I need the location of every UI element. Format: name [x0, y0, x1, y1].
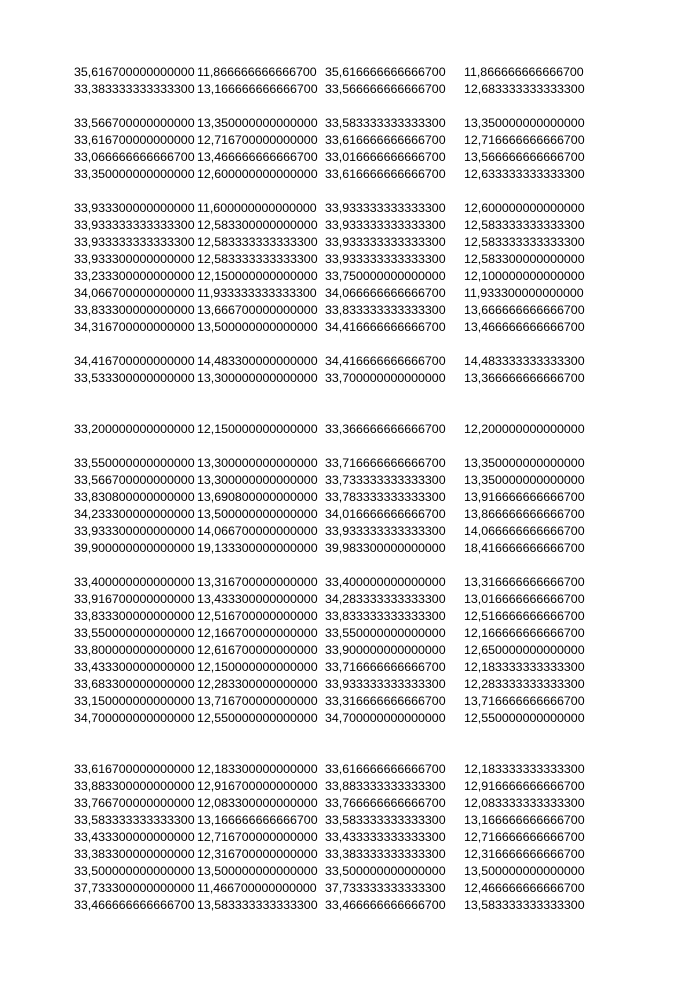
table-cell-col-4: 11,866666666666700	[464, 65, 584, 79]
table-row	[74, 489, 594, 506]
table-row	[74, 659, 594, 676]
table-row	[74, 693, 594, 710]
table-cell-col-1: 33,933333333333300	[74, 218, 195, 232]
table-cell-col-3: 33,366666666666700	[325, 422, 446, 436]
table-row	[74, 761, 594, 778]
table-cell-col-1: 33,200000000000000	[74, 422, 195, 436]
table-cell-col-4: 13,500000000000000	[464, 864, 585, 878]
table-cell-col-3: 34,416666666666700	[325, 320, 446, 334]
table-row	[74, 710, 594, 727]
table-cell-col-1: 35,616700000000000	[74, 65, 195, 79]
table-cell-col-3: 33,700000000000000	[325, 371, 446, 385]
table-cell-col-3: 33,583333333333300	[325, 813, 446, 827]
table-cell-col-2: 12,616700000000000	[197, 643, 318, 657]
table-cell-col-3: 34,283333333333300	[325, 592, 446, 606]
table-cell-col-4: 12,283333333333300	[464, 677, 585, 691]
table-cell-col-2: 11,866666666666700	[197, 65, 317, 79]
table-cell-col-4: 12,916666666666700	[464, 779, 585, 793]
table-cell-col-2: 13,500000000000000	[197, 320, 318, 334]
blank-row	[74, 744, 594, 761]
table-row	[74, 132, 594, 149]
table-cell-col-2: 12,150000000000000	[197, 269, 318, 283]
table-cell-col-3: 33,883333333333300	[325, 779, 446, 793]
table-cell-col-3: 33,766666666666700	[325, 796, 446, 810]
table-cell-col-2: 13,716700000000000	[197, 694, 318, 708]
table-cell-col-2: 12,516700000000000	[197, 609, 318, 623]
table-cell-col-4: 12,550000000000000	[464, 711, 585, 725]
table-cell-col-3: 33,016666666666700	[325, 150, 446, 164]
table-cell-col-3: 34,016666666666700	[325, 507, 446, 521]
table-cell-col-4: 13,666666666666700	[464, 303, 585, 317]
table-cell-col-2: 19,133300000000000	[197, 541, 318, 555]
table-cell-col-3: 33,716666666666700	[325, 456, 446, 470]
table-cell-col-2: 13,690800000000000	[197, 490, 318, 504]
table-cell-col-4: 12,650000000000000	[464, 643, 585, 657]
table-cell-col-2: 12,550000000000000	[197, 711, 318, 725]
table-cell-col-3: 33,566666666666700	[325, 82, 446, 96]
table-cell-col-2: 13,166666666666700	[197, 813, 318, 827]
blank-row	[74, 557, 594, 574]
table-cell-col-2: 12,916700000000000	[197, 779, 318, 793]
table-row	[74, 234, 594, 251]
table-cell-col-1: 34,700000000000000	[74, 711, 195, 725]
table-cell-col-2: 11,600000000000000	[197, 201, 317, 215]
table-cell-col-3: 34,416666666666700	[325, 354, 446, 368]
table-cell-col-1: 34,233300000000000	[74, 507, 195, 521]
table-cell-col-2: 12,583300000000000	[197, 218, 318, 232]
table-cell-col-3: 33,933333333333300	[325, 235, 446, 249]
table-cell-col-2: 13,583333333333300	[197, 898, 318, 912]
table-cell-col-2: 13,500000000000000	[197, 507, 318, 521]
table-cell-col-2: 12,316700000000000	[197, 847, 318, 861]
table-cell-col-1: 39,900000000000000	[74, 541, 195, 555]
table-cell-col-4: 12,316666666666700	[464, 847, 585, 861]
table-cell-col-1: 33,533300000000000	[74, 371, 195, 385]
table-cell-col-2: 11,466700000000000	[197, 881, 317, 895]
table-cell-col-4: 12,716666666666700	[464, 133, 585, 147]
blank-row	[74, 387, 594, 404]
table-cell-col-1: 33,550000000000000	[74, 626, 195, 640]
table-row	[74, 472, 594, 489]
table-cell-col-3: 39,983300000000000	[325, 541, 446, 555]
blank-row	[74, 98, 594, 115]
table-row	[74, 540, 594, 557]
table-cell-col-2: 13,433300000000000	[197, 592, 318, 606]
table-cell-col-1: 33,566700000000000	[74, 116, 195, 130]
table-row	[74, 574, 594, 591]
table-cell-col-4: 12,183333333333300	[464, 660, 585, 674]
table-cell-col-3: 33,750000000000000	[325, 269, 446, 283]
table-cell-col-4: 13,566666666666700	[464, 150, 585, 164]
table-cell-col-1: 33,933300000000000	[74, 252, 195, 266]
table-cell-col-3: 37,733333333333300	[325, 881, 446, 895]
table-cell-col-2: 13,666700000000000	[197, 303, 318, 317]
table-row	[74, 897, 594, 914]
table-cell-col-4: 12,466666666666700	[464, 881, 585, 895]
table-cell-col-3: 33,550000000000000	[325, 626, 446, 640]
table-cell-col-2: 12,583333333333300	[197, 235, 318, 249]
table-cell-col-1: 33,583333333333300	[74, 813, 195, 827]
table-cell-col-2: 12,083300000000000	[197, 796, 318, 810]
table-cell-col-1: 33,400000000000000	[74, 575, 195, 589]
table-row	[74, 115, 594, 132]
table-cell-col-1: 33,550000000000000	[74, 456, 195, 470]
table-cell-col-3: 34,700000000000000	[325, 711, 446, 725]
table-cell-col-4: 13,916666666666700	[464, 490, 585, 504]
table-cell-col-2: 12,716700000000000	[197, 133, 318, 147]
table-cell-col-3: 35,616666666666700	[325, 65, 446, 79]
table-cell-col-4: 13,350000000000000	[464, 456, 585, 470]
table-cell-col-3: 33,733333333333300	[325, 473, 446, 487]
table-row	[74, 829, 594, 846]
table-cell-col-3: 33,933333333333300	[325, 677, 446, 691]
table-row	[74, 863, 594, 880]
table-cell-col-1: 33,616700000000000	[74, 133, 195, 147]
table-cell-col-4: 12,183333333333300	[464, 762, 585, 776]
table-cell-col-2: 11,933333333333300	[197, 286, 317, 300]
table-cell-col-2: 13,166666666666700	[197, 82, 318, 96]
table-cell-col-4: 13,316666666666700	[464, 575, 585, 589]
table-cell-col-3: 33,900000000000000	[325, 643, 446, 657]
table-cell-col-2: 12,600000000000000	[197, 167, 318, 181]
table-cell-col-2: 14,066700000000000	[197, 524, 318, 538]
table-cell-col-2: 12,183300000000000	[197, 762, 318, 776]
table-row	[74, 778, 594, 795]
table-row	[74, 642, 594, 659]
table-cell-col-4: 14,066666666666700	[464, 524, 585, 538]
table-row	[74, 149, 594, 166]
table-row	[74, 268, 594, 285]
table-cell-col-3: 33,833333333333300	[325, 303, 446, 317]
table-cell-col-4: 11,933300000000000	[464, 286, 584, 300]
table-row	[74, 217, 594, 234]
table-cell-col-4: 13,583333333333300	[464, 898, 585, 912]
table-cell-col-2: 13,350000000000000	[197, 116, 318, 130]
table-row	[74, 81, 594, 98]
table-cell-col-1: 33,916700000000000	[74, 592, 195, 606]
table-row	[74, 370, 594, 387]
table-cell-col-4: 14,483333333333300	[464, 354, 585, 368]
table-cell-col-3: 33,716666666666700	[325, 660, 446, 674]
table-cell-col-4: 12,083333333333300	[464, 796, 585, 810]
table-cell-col-3: 33,933333333333300	[325, 524, 446, 538]
table-row	[74, 166, 594, 183]
table-row	[74, 64, 594, 81]
table-cell-col-3: 33,616666666666700	[325, 133, 446, 147]
table-cell-col-1: 33,683300000000000	[74, 677, 195, 691]
table-row	[74, 795, 594, 812]
table-cell-col-2: 14,483300000000000	[197, 354, 318, 368]
table-row	[74, 506, 594, 523]
table-row	[74, 455, 594, 472]
table-cell-col-3: 33,316666666666700	[325, 694, 446, 708]
table-cell-col-4: 12,716666666666700	[464, 830, 585, 844]
table-cell-col-2: 12,283300000000000	[197, 677, 318, 691]
table-cell-col-2: 12,583333333333300	[197, 252, 318, 266]
table-cell-col-3: 33,933333333333300	[325, 252, 446, 266]
table-row	[74, 319, 594, 336]
table-cell-col-1: 33,830800000000000	[74, 490, 195, 504]
table-cell-col-3: 34,066666666666700	[325, 286, 446, 300]
table-cell-col-3: 33,616666666666700	[325, 167, 446, 181]
table-cell-col-4: 12,200000000000000	[464, 422, 585, 436]
table-cell-col-2: 13,300000000000000	[197, 473, 318, 487]
table-cell-col-2: 13,300000000000000	[197, 456, 318, 470]
table-cell-col-1: 33,350000000000000	[74, 167, 195, 181]
table-cell-col-1: 33,066666666666700	[74, 150, 195, 164]
table-cell-col-3: 33,933333333333300	[325, 201, 446, 215]
table-cell-col-3: 33,616666666666700	[325, 762, 446, 776]
table-cell-col-4: 13,716666666666700	[464, 694, 585, 708]
table-cell-col-4: 12,583333333333300	[464, 218, 585, 232]
table-cell-col-1: 33,883300000000000	[74, 779, 195, 793]
table-cell-col-2: 12,150000000000000	[197, 422, 318, 436]
table-cell-col-1: 33,566700000000000	[74, 473, 195, 487]
table-cell-col-3: 33,833333333333300	[325, 609, 446, 623]
table-cell-col-1: 33,433300000000000	[74, 660, 195, 674]
table-cell-col-4: 13,350000000000000	[464, 473, 585, 487]
table-row	[74, 812, 594, 829]
table-row	[74, 523, 594, 540]
table-cell-col-1: 33,383333333333300	[74, 82, 195, 96]
table-cell-col-4: 12,516666666666700	[464, 609, 585, 623]
table-cell-col-2: 13,316700000000000	[197, 575, 318, 589]
table-cell-col-1: 33,833300000000000	[74, 303, 195, 317]
table-cell-col-1: 33,383300000000000	[74, 847, 195, 861]
table-cell-col-4: 12,583300000000000	[464, 252, 585, 266]
table-row	[74, 846, 594, 863]
table-cell-col-1: 33,833300000000000	[74, 609, 195, 623]
table-cell-col-2: 12,166700000000000	[197, 626, 318, 640]
table-cell-col-3: 33,433333333333300	[325, 830, 446, 844]
table-cell-col-3: 33,500000000000000	[325, 864, 446, 878]
table-cell-col-2: 13,466666666666700	[197, 150, 318, 164]
table-cell-col-1: 37,733300000000000	[74, 881, 195, 895]
table-cell-col-2: 13,500000000000000	[197, 864, 318, 878]
blank-row	[74, 438, 594, 455]
table-cell-col-4: 13,866666666666700	[464, 507, 585, 521]
table-row	[74, 676, 594, 693]
table-cell-col-1: 34,316700000000000	[74, 320, 195, 334]
table-cell-col-1: 34,416700000000000	[74, 354, 195, 368]
table-row	[74, 608, 594, 625]
table-cell-col-4: 13,466666666666700	[464, 320, 585, 334]
table-cell-col-4: 12,166666666666700	[464, 626, 585, 640]
blank-row	[74, 183, 594, 200]
table-cell-col-2: 13,300000000000000	[197, 371, 318, 385]
table-row	[74, 591, 594, 608]
table-cell-col-1: 33,433300000000000	[74, 830, 195, 844]
table-row	[74, 353, 594, 370]
table-cell-col-2: 12,716700000000000	[197, 830, 318, 844]
table-cell-col-3: 33,400000000000000	[325, 575, 446, 589]
table-row	[74, 625, 594, 642]
table-cell-col-1: 33,500000000000000	[74, 864, 195, 878]
table-cell-col-4: 12,100000000000000	[464, 269, 585, 283]
blank-row	[74, 727, 594, 744]
table-cell-col-3: 33,583333333333300	[325, 116, 446, 130]
table-cell-col-1: 33,933333333333300	[74, 235, 195, 249]
table-cell-col-4: 12,683333333333300	[464, 82, 585, 96]
table-cell-col-1: 33,466666666666700	[74, 898, 195, 912]
table-row	[74, 200, 594, 217]
blank-row	[74, 336, 594, 353]
table-cell-col-1: 33,150000000000000	[74, 694, 195, 708]
table-row	[74, 302, 594, 319]
table-cell-col-4: 13,016666666666700	[464, 592, 585, 606]
table-row	[74, 880, 594, 897]
table-cell-col-4: 13,166666666666700	[464, 813, 585, 827]
table-cell-col-4: 18,416666666666700	[464, 541, 585, 555]
table-cell-col-1: 33,233300000000000	[74, 269, 195, 283]
table-cell-col-1: 33,933300000000000	[74, 201, 195, 215]
coordinate-table	[74, 64, 594, 914]
table-cell-col-2: 12,150000000000000	[197, 660, 318, 674]
table-row	[74, 251, 594, 268]
table-cell-col-3: 33,466666666666700	[325, 898, 446, 912]
table-cell-col-3: 33,383333333333300	[325, 847, 446, 861]
table-cell-col-1: 33,616700000000000	[74, 762, 195, 776]
blank-row	[74, 404, 594, 421]
table-cell-col-4: 12,633333333333300	[464, 167, 585, 181]
table-row	[74, 285, 594, 302]
table-cell-col-1: 33,766700000000000	[74, 796, 195, 810]
table-cell-col-4: 13,366666666666700	[464, 371, 585, 385]
table-cell-col-4: 12,600000000000000	[464, 201, 585, 215]
table-cell-col-1: 33,933300000000000	[74, 524, 195, 538]
table-cell-col-1: 33,800000000000000	[74, 643, 195, 657]
table-cell-col-4: 12,583333333333300	[464, 235, 585, 249]
table-row	[74, 421, 594, 438]
table-cell-col-4: 13,350000000000000	[464, 116, 585, 130]
table-cell-col-3: 33,783333333333300	[325, 490, 446, 504]
table-cell-col-1: 34,066700000000000	[74, 286, 195, 300]
table-cell-col-3: 33,933333333333300	[325, 218, 446, 232]
